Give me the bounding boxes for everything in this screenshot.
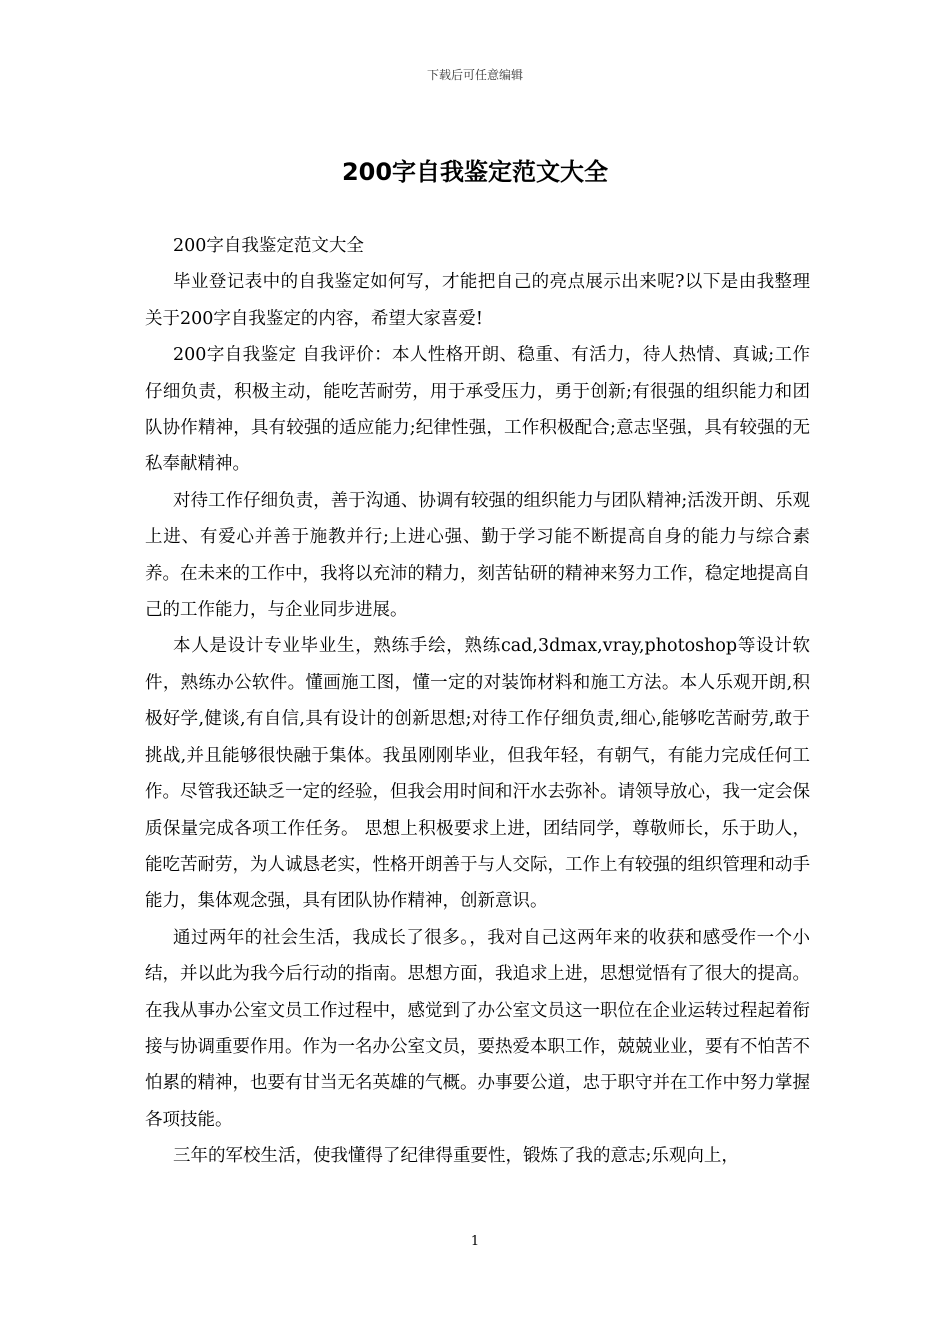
- paragraph: 200字自我鉴定 自我评价：本人性格开朗、稳重、有活力，待人热情、真诚;工作仔细负责，积极主动，能吃苦耐劳，用于承受压力，勇于创新;有很强的组织能力和团队协作精神，具有较强的适应能力;纪律性强，工作积极配合;意志坚强，具有较强的无私奉献精神。: [145, 345, 810, 475]
- paragraph: 通过两年的社会生活，我成长了很多。，我对自己这两年来的收获和感受作一个小结，并以此为我今后行动的指南。思想方面，我追求上进，思想觉悟有了很大的提高。在我从事办公室文员工作过程中，感觉到了办公室文员这一职位在企业运转过程起着衔接与协调重要作用。作为一名办公室文员，要热爱本职工作，兢兢业业，要有不怕苦不怕累的精神，也要有甘当无名英雄的气概。办事要公道，忠于职守并在工作中努力掌握各项技能。: [145, 927, 810, 1130]
- document-body: [145, 228, 810, 1175]
- paragraph: 本人是设计专业毕业生，熟练手绘，熟练cad,3dmax,vray,photoshop等设计软件，熟练办公软件。懂画施工图，懂一定的对装饰材料和施工方法。本人乐观开朗,积极好学,健谈,有自信,具有设计的创新思想;对待工作仔细负责,细心,能够吃苦耐劳,敢于挑战,并且能够很快融于集体。我虽刚刚毕业，但我年轻，有朝气，有能力完成任何工作。尽管我还缺乏一定的经验，但我会用时间和汗水去弥补。请领导放心，我一定会保质保量完成各项工作任务。 思想上积极要求上进，团结同学，尊敬师长，乐于助人，能吃苦耐劳，为人诚恳老实，性格开朗善于与人交际，工作上有较强的组织管理和动手能力，集体观念强，具有团队协作精神，创新意识。: [145, 636, 810, 912]
- paragraph: 三年的军校生活，使我懂得了纪律得重要性，锻炼了我的意志;乐观向上，: [173, 1146, 739, 1167]
- paragraph: 毕业登记表中的自我鉴定如何写，才能把自己的亮点展示出来呢?以下是由我整理关于200字自我鉴定的内容，希望大家喜爱!: [145, 272, 810, 329]
- paragraph: 对待工作仔细负责，善于沟通、协调有较强的组织能力与团队精神;活泼开朗、乐观上进、有爱心并善于施教并行;上进心强、勤于学习能不断提高自身的能力与综合素养。在未来的工作中，我将以充沛的精力，刻苦钻研的精神来努力工作，稳定地提高自己的工作能力，与企业同步进展。: [145, 490, 810, 621]
- page-number: 1: [470, 1234, 480, 1249]
- document-title: 200字自我鉴定范文大全: [341, 158, 609, 186]
- paragraph: 200字自我鉴定范文大全: [173, 236, 364, 256]
- page-header: 下载后可任意编辑: [426, 68, 523, 82]
